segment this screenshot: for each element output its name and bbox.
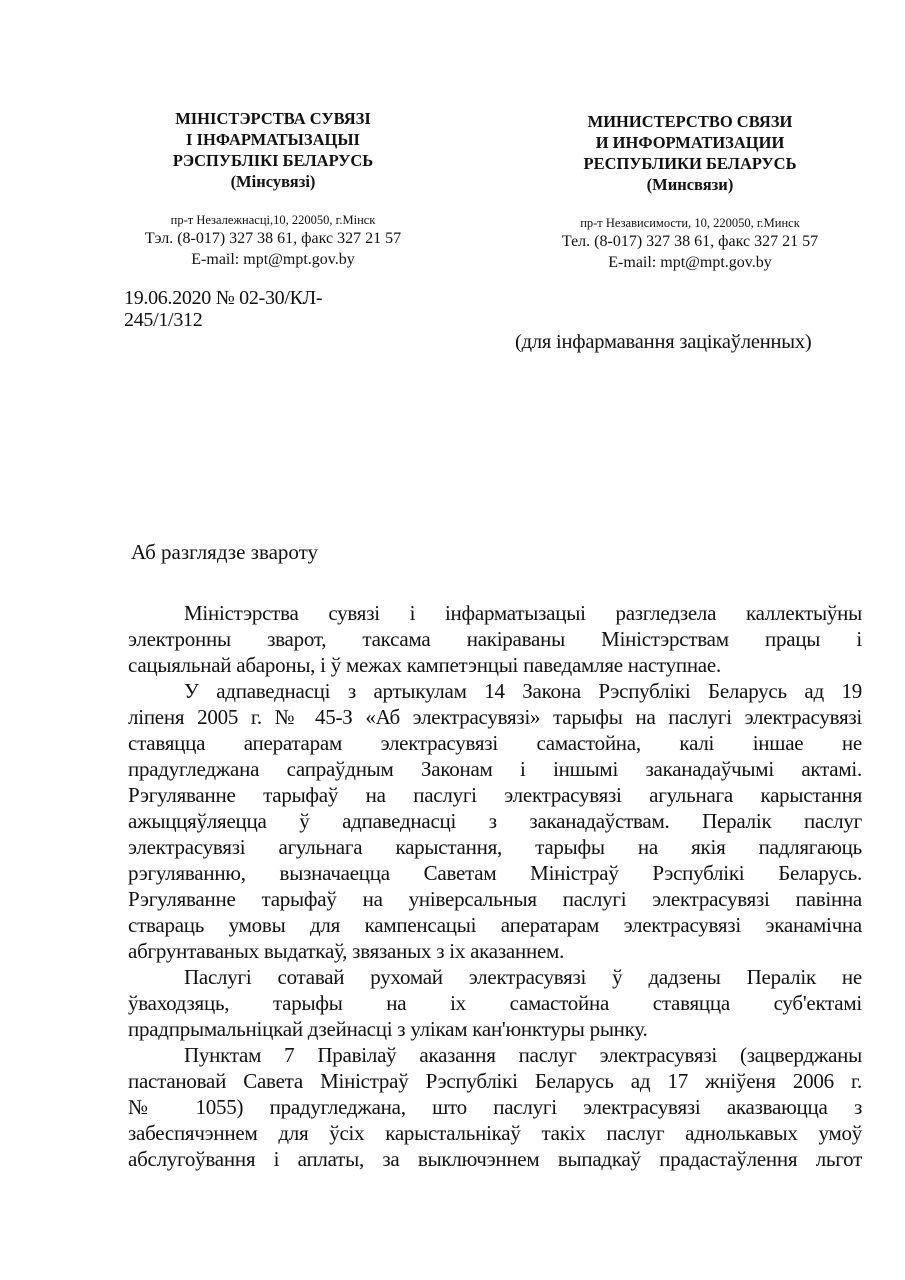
paragraph-line: ўваходзяць, тарыфы на іх самастойна ставяцца суб'ектамі: [128, 991, 862, 1015]
paragraph-line: электронны зварот, таксама накіраваны Міністэрствам працы і: [128, 627, 862, 651]
email: E-mail: mpt@mpt.gov.by: [608, 254, 772, 271]
paragraph-line: электрасувязі агульнага карыстання, тарыфы на якія падлягаюць: [128, 835, 862, 859]
ministry-name-line: РЕСПУБЛИКИ БЕЛАРУСЬ: [583, 154, 797, 173]
paragraph: [128, 678, 862, 964]
address: пр-т Независимости, 10, 220050, г.Минск: [580, 216, 800, 230]
paragraph-line: Рэгуляванне тарыфаў на паслугі электрасувязі агульнага карыстання: [128, 783, 862, 807]
phone-fax: Тэл. (8-017) 327 38 61, факс 327 21 57: [144, 230, 402, 247]
reg-number-line: 245/1/312: [124, 309, 203, 331]
paragraph-line: ставяцца аператарам электрасувязі самастойна, калі іншае не: [128, 731, 862, 755]
paragraph: [128, 600, 862, 678]
paragraph-line: ліпеня 2005 г. № 45-З «Аб электрасувязі» тарыфы на паслугі электрасувязі: [128, 705, 862, 729]
paragraph-line: абгрунтаваных выдаткаў, звязаных з іх аказаннем.: [128, 939, 565, 963]
paragraph: [128, 1042, 862, 1172]
ministry-name-line: МИНИСТЕРСТВО СВЯЗИ: [587, 112, 793, 131]
paragraph-line: прадпрымальніцкай дзейнасці з улікам кан'юнктуры рынку.: [128, 1017, 648, 1041]
address: пр-т Незалежнасці,10, 220050, г.Мінск: [170, 213, 376, 227]
ministry-short-name: (Мінсувязі): [230, 172, 316, 191]
letter-subject: Аб разглядзе звароту: [131, 540, 319, 564]
paragraph-line: абслугоўвання і аплаты, за выключэннем выпадкаў прадастаўлення льгот: [128, 1147, 862, 1171]
paragraph-line: Рэгуляванне тарыфаў на універсальныя паслугі электрасувязі павінна: [128, 887, 862, 911]
ministry-name-line: І ІНФАРМАТЫЗАЦЫІ: [186, 130, 360, 149]
paragraph-line: прадугледжана сапраўдным Законам і іншымі заканадаўчымі актамі.: [128, 757, 862, 781]
paragraph-line: ствараць умовы для кампенсацыі аператарам электрасувязі эканамічна: [128, 913, 862, 937]
letterhead-russian: [530, 111, 850, 273]
ministry-name-line: РЭСПУБЛІКІ БЕЛАРУСЬ: [172, 151, 374, 170]
paragraph-line: № 1055) прадугледжана, што паслугі электрасувязі аказваюцца з: [128, 1095, 862, 1119]
paragraph-line: Міністэрства сувязі і інфарматызацыі разгледзела каллектыўны: [184, 601, 862, 625]
registration-number: [124, 287, 322, 331]
paragraph-line: ажыццяўляецца ў адпаведнасці з заканадаўствам. Пералік паслуг: [128, 809, 862, 833]
paragraph-line: Пунктам 7 Правілаў аказання паслуг электрасувязі (зацверджаны: [184, 1043, 862, 1067]
addressee: (для інфармавання зацікаўленных): [515, 331, 812, 353]
reg-number-line: 19.06.2020 № 02-30/КЛ-: [124, 287, 323, 309]
paragraph-line: У адпаведнасці з артыкулам 14 Закона Рэспублікі Беларусь ад 19: [184, 679, 862, 703]
paragraph-line: сацыяльнай абароны, і ў межах кампетэнцыі паведамляе наступнае.: [128, 653, 721, 677]
paragraph-line: рэгуляванню, вызначаецца Саветам Міністраў Рэспублікі Беларусь.: [128, 861, 862, 885]
letterhead-belarusian: [113, 108, 433, 270]
letter-body: [128, 600, 862, 1172]
ministry-name-line: МІНІСТЭРСТВА СУВЯЗІ: [175, 109, 371, 128]
ministry-short-name: (Минсвязи): [646, 175, 734, 194]
phone-fax: Тел. (8-017) 327 38 61, факс 327 21 57: [561, 233, 819, 250]
paragraph-line: забеспячэннем для ўсіх карыстальнікаў такіх паслуг аднолькавых умоў: [128, 1121, 862, 1145]
paragraph-line: Паслугі сотавай рухомай электрасувязі ў дадзены Пералік не: [184, 965, 862, 989]
ministry-name-line: И ИНФОРМАТИЗАЦИИ: [595, 133, 785, 152]
paragraph-line: пастановай Савета Міністраў Рэспублікі Беларусь ад 17 жніўеня 2006 г.: [128, 1069, 862, 1093]
email: E-mail: mpt@mpt.gov.by: [191, 251, 355, 268]
paragraph: [128, 964, 862, 1042]
